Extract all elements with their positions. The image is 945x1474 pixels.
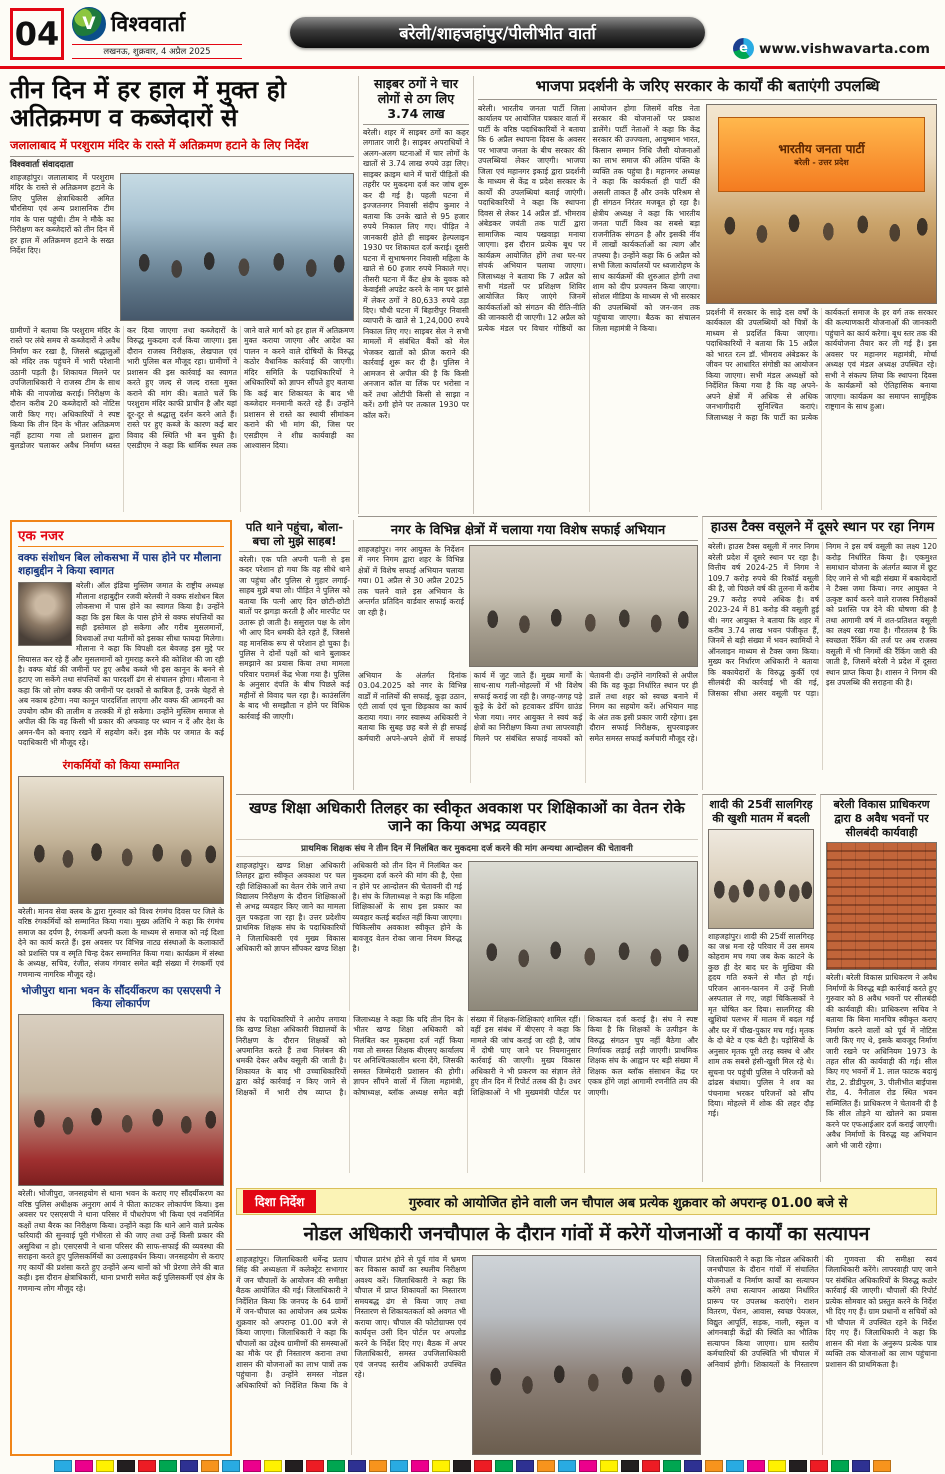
article-shiksha-adhikari-photo: [468, 861, 698, 1011]
print-swatch: [726, 1460, 744, 1472]
article-bjp-exhibition-body-2: प्रदर्शनी में सरकार के साढ़े दस वर्षों के कार्यकाल की उपलब्धियों को चित्रों के माध्यम से प्रदर्शित किया जाएगा। पदाधिकारियों ने बताया कि 15 अप्रैल को भारत रत्न डॉ. भीमराव अंबेडकर के जीवन पर आधारित संगोष्ठी का आयोजन किया जाएगा। सभी मंडल अध्यक्षों को निर्देशित किया गया है कि वह अपने-अपने क्षेत्रों में अधिक से अधिक जनभागीदारी सुनिश्चित कराएं। जिलाध्यक्ष ने कहा कि पार्टी का प्रत्येक कार्यकर्ता समाज के हर वर्ग तक सरकार की कल्याणकारी योजनाओं की जानकारी पहुंचाने का कार्य करेगा। बूथ स्तर तक की कार्ययोजना तैयार कर ली गई है। इस अवसर पर महानगर महामंत्री, मोर्चा अध्यक्ष एवं मंडल अध्यक्ष उपस्थित रहे। सभी ने संकल्प लिया कि स्थापना दिवस के कार्यक्रमों को ऐतिहासिक बनाया जाएगा। कार्यक्रम का समापन सामूहिक राष्ट्रगान के साथ हुआ।: [706, 308, 937, 422]
article-waqf-headline: वक्फ संशोधन बिल लोकसभा में पास होने पर मौलाना शहाबुद्दीन ने किया स्वागत: [18, 552, 221, 578]
page-number-box: [10, 8, 64, 60]
article-rangkarmi-body: बरेली। मानव सेवा क्लब के द्वारा गुरुवार को विश्व रंगमंच दिवस पर जिले के वरिष्ठ रंगकर्मियों को सम्मानित किया गया। मुख्य अतिथि ने कहा कि रंगमंच समाज का दर्पण है, रंगकर्मी अपनी कला के माध्यम से समाज को नई दिशा देने का कार्य करते हैं। इस अवसर पर विभिन्न नाट्य संस्थाओं के कलाकारों को प्रशस्ति पत्र व स्मृति चिन्ह देकर सम्मानित किया गया। कार्यक्रम में संस्था के अध्यक्ष, सचिव, रंजीत, संजय गंगवार समेत बड़ी संख्या में रंगकर्मी एवं गणमान्य नागरिक मौजूद रहे।: [18, 906, 224, 979]
newspaper-name: विश्ववार्ता: [111, 12, 186, 36]
masthead-rule: [0, 66, 945, 69]
print-swatch: [579, 1460, 597, 1472]
print-swatch: [684, 1460, 702, 1472]
bjp-banner-line1: भारतीय जनता पार्टी: [778, 142, 865, 157]
article-bda-sealing: [820, 794, 937, 1182]
article-rangkarmi-photo: [18, 776, 224, 904]
article-cyber-fraud-headline: साइबर ठगों ने चार लोगों से ठग लिए 3.74 लाख: [363, 76, 469, 125]
website-url: www.vishwavarta.com: [759, 40, 930, 57]
print-swatch: [831, 1460, 849, 1472]
article-encroachment-body-2: ग्रामीणों ने बताया कि परशुराम मंदिर के रास्ते पर लंबे समय से कब्जेदारों ने अवैध निर्माण कर रखा है, जिससे श्रद्धालुओं को मंदिर तक पहुंचने में भारी परेशानी उठानी पड़ती है। शिकायत मिलने पर उपजिलाधिकारी ने राजस्व टीम के साथ मौके की नापजोख कराई। निरीक्षण के दौरान करीब 20 कब्जेदारों को नोटिस जारी किए गए। अधिकारियों ने स्पष्ट किया कि तीन दिन के भीतर अतिक्रमण नहीं हटाया गया तो प्रशासन द्वारा बुलडोजर चलाकर अवैध निर्माण ध्वस्त कर दिया जाएगा तथा कब्जेदारों के विरुद्ध मुकदमा दर्ज किया जाएगा। इस दौरान राजस्व निरीक्षक, लेखपाल एवं भारी पुलिस बल मौजूद रहा। ग्रामीणों ने प्रशासन की इस कार्रवाई का स्वागत करते हुए जल्द से जल्द रास्ता मुक्त कराने की मांग की। बताते चलें कि परशुराम मंदिर काफी प्राचीन है और यहां दूर-दूर से श्रद्धालु दर्शन करने आते हैं। रास्ते पर हुए कब्जे के कारण कई बार विवाद की स्थिति भी बन चुकी है। एसडीएम ने कहा कि धार्मिक स्थल तक जाने वाले मार्ग को हर हाल में अतिक्रमण मुक्त कराया जाएगा और आदेश का पालन न करने वाले दोषियों के विरुद्ध कठोर वैधानिक कार्रवाई की जाएगी। मंदिर समिति के पदाधिकारियों ने अधिकारियों को ज्ञापन सौंपते हुए बताया कि कई बार शिकायत के बाद भी कब्जेदार मनमानी करते रहे हैं। उन्होंने प्रशासन से रास्ते का स्थायी सीमांकन कराने की भी मांग की, जिस पर एसडीएम ने शीघ्र कार्यवाही का आश्वासन दिया।: [10, 325, 354, 450]
logo-emblem-icon: V: [72, 7, 106, 41]
article-shiksha-adhikari: [236, 794, 698, 1182]
print-swatch: [600, 1460, 618, 1472]
article-nodal-janchaupal-photo: [472, 1255, 701, 1455]
article-waqf-body: [18, 581, 224, 749]
article-pati-thane-headline: पति थाने पहुंचा, बोला- बचा लो मुझे साहब!: [239, 520, 350, 552]
print-swatch: [768, 1460, 786, 1472]
article-shadi-anniversary: [702, 794, 816, 1182]
print-swatch: [180, 1460, 198, 1472]
print-swatch: [348, 1460, 366, 1472]
dateline: लखनऊ, शुक्रवार, 4 अप्रैल 2025: [72, 44, 242, 59]
article-bjp-exhibition-headline: भाजपा प्रदर्शनी के जरिए सरकार के कार्यों की बताएंगी उपलब्धि: [478, 76, 937, 100]
newspaper-logo: [72, 7, 257, 59]
article-safai-abhiyan: [358, 516, 698, 790]
article-bhojipura-body: बरेली। भोजीपुरा, जनसहयोग से थाना भवन के कराए गए सौंदर्यीकरण का वरिष्ठ पुलिस अधीक्षक अनुराग आर्य ने फीता काटकर लोकार्पण किया। इस अवसर पर एसएसपी ने थाना परिसर में पौधरोपण भी किया एवं नवनिर्मित कक्षों तथा बैरक का निरीक्षण किया। उन्होंने कहा कि थाने आने वाले प्रत्येक फरियादी की सुनवाई पूरी गंभीरता से की जाए तथा उन्हें किसी प्रकार की असुविधा न हो। एसएसपी ने थाना परिसर की साफ-सफाई की व्यवस्था की सराहना करते हुए पुलिसकर्मियों का उत्साहवर्धन किया। जनसहयोग से कराए गए कार्यों की प्रशंसा करते हुए उन्होंने अन्य थानों को भी प्रेरणा लेने की बात कही। इस दौरान क्षेत्राधिकारी, थाना प्रभारी समेत कई पुलिसकर्मी एवं क्षेत्र के गणमान्य लोग मौजूद रहे।: [18, 1189, 224, 1293]
print-swatch: [663, 1460, 681, 1472]
article-pati-thane-body: बरेली। एक पति अपनी पत्नी से इस कदर परेशान हो गया कि वह सीधे थाने जा पहुंचा और पुलिस से गुहार लगाई- साहब मुझे बचा लो। पीड़ित ने पुलिस को बताया कि पत्नी आए दिन छोटी-छोटी बातों पर झगड़ा करती है और मारपीट पर उतारू हो जाती है। ससुराल पक्ष के लोग भी आए दिन धमकी देते रहते हैं, जिससे वह मानसिक रूप से परेशान हो चुका है। पुलिस ने दोनों पक्षों को थाने बुलाकर समझाने का प्रयास किया तथा मामला परिवार परामर्श केंद्र भेजा गया है। पुलिस के अनुसार दंपति के बीच पिछले कई महीनों से विवाद चल रहा है। काउंसलिंग के बाद भी समझौता न होने पर विधिक कार्रवाई की जाएगी।: [239, 554, 350, 721]
article-encroachment-byline: विश्ववार्ता संवाददाता: [10, 159, 74, 170]
print-swatch: [558, 1460, 576, 1472]
print-swatch: [747, 1460, 765, 1472]
print-swatch: [537, 1460, 555, 1472]
article-bjp-exhibition-photo: [706, 104, 937, 304]
article-nodal-janchaupal-headline: नोडल अधिकारी जनचौपाल के दौरान गांवों में करेगें योजनाओं व कार्यों का सत्यापन: [236, 1220, 937, 1250]
print-swatch: [117, 1460, 135, 1472]
bjp-banner-line2: बरेली - उत्तर प्रदेश: [794, 158, 849, 168]
print-swatch: [474, 1460, 492, 1472]
notice-banner-label: दिशा निर्देश: [243, 1190, 316, 1213]
article-pati-thane: [236, 520, 354, 790]
article-rangkarmi-headline: रंगकर्मियों को किया सम्मानित: [62, 758, 180, 772]
print-swatch: [516, 1460, 534, 1472]
article-shiksha-adhikari-body-1: शाहजहांपुर। खण्ड शिक्षा अधिकारी तिलहर द्वारा स्वीकृत अवकाश पर चल रही शिक्षिकाओं का वेतन रोके जाने तथा विद्यालय निरीक्षण के दौरान शिक्षिकाओं से अभद्र व्यवहार किए जाने का मामला तूल पकड़ता जा रहा है। उत्तर प्रदेशीय प्राथमिक शिक्षक संघ के पदाधिकारियों ने जिलाधिकारी एवं मुख्य विकास अधिकारी को ज्ञापन सौंपकर खण्ड शिक्षा अधिकारी को तीन दिन में निलंबित कर मुकदमा दर्ज करने की मांग की है, ऐसा न होने पर आन्दोलन की चेतावनी दी गई है। संघ के जिलाध्यक्ष ने कहा कि महिला शिक्षिकाओं के साथ इस प्रकार का व्यवहार कतई बर्दाश्त नहीं किया जाएगा। चिकित्सीय अवकाश स्वीकृत होने के बावजूद वेतन रोका जाना नियम विरुद्ध है।: [236, 860, 462, 954]
article-shadi-anniversary-photo: [708, 829, 814, 929]
article-safai-abhiyan-headline: नगर के विभिन्न क्षेत्रों में चलाया गया विशेष सफाई अभियान: [358, 520, 698, 541]
article-shiksha-adhikari-subhead: प्राथमिक शिक्षक संघ ने तीन दिन में निलंबित कर मुकदमा दर्ज करने की मांग अन्यथा आन्दोलन की चेतावनी: [236, 839, 698, 857]
article-encroachment-subhead: जलालाबाद में परशुराम मंदिर के रास्ते में अतिक्रमण हटाने के लिए निर्देश: [10, 138, 354, 157]
article-bda-sealing-headline: बरेली विकास प्राधिकरण द्वारा 8 अवैध भवनों पर सीलबंदी कार्यवाही: [833, 798, 930, 839]
article-encroachment-photo: [120, 173, 354, 321]
print-swatch: [390, 1460, 408, 1472]
article-bjp-exhibition: [478, 76, 937, 514]
print-swatch: [495, 1460, 513, 1472]
print-swatch: [75, 1460, 93, 1472]
print-swatch: [432, 1460, 450, 1472]
print-swatch: [222, 1460, 240, 1472]
article-house-tax-headline: हाउस टैक्स वसूलने में दूसरे स्थान पर रहा निगम: [708, 520, 937, 539]
print-swatch: [285, 1460, 303, 1472]
article-bda-sealing-photo: [826, 842, 937, 970]
article-cyber-fraud: [358, 76, 474, 514]
article-house-tax-body: बरेली। हाउस टैक्स वसूली में नगर निगम बरेली प्रदेश में दूसरे स्थान पर रहा है। वित्तीय वर्ष 2024-25 में निगम ने 109.7 करोड़ रुपये की रिकॉर्ड वसूली की है, जो पिछले वर्ष की तुलना में करीब 29.7 करोड़ रुपये अधिक है। वर्ष 2023-24 में 81 करोड़ की वसूली हुई थी। नगर आयुक्त ने बताया कि शहर में करीब 3.74 लाख भवन पंजीकृत हैं, जिनमें से बड़ी संख्या में भवन स्वामियों ने ऑनलाइन माध्यम से टैक्स जमा किया। मुख्य कर निर्धारण अधिकारी ने बताया कि बकायेदारों के विरुद्ध कुर्की एवं सीलबंदी की कार्रवाई भी की गई, जिसका सीधा असर वसूली पर पड़ा। निगम ने इस वर्ष वसूली का लक्ष्य 120 करोड़ निर्धारित किया है। एकमुश्त समाधान योजना के अंतर्गत ब्याज में छूट दिए जाने से भी बड़ी संख्या में बकायेदारों ने टैक्स जमा किया। नगर आयुक्त ने उत्कृष्ट कार्य करने वाले राजस्व निरीक्षकों को प्रशस्ति पत्र देने की घोषणा की है तथा आगामी वर्ष में शत-प्रतिशत वसूली का लक्ष्य रखा गया है। गौरतलब है कि स्वच्छता रैंकिंग की तर्ज पर अब राजस्व वसूली में भी निगमों की रैंकिंग जारी की जाती है, जिसमें बरेली ने प्रदेश में दूसरा स्थान प्राप्त किया है। शासन ने निगम की इस उपलब्धि की सराहना की है।: [708, 542, 937, 698]
article-shadi-anniversary-headline: शादी की 25वीं सालगिरह की खुशी मातम में बदली: [709, 798, 813, 825]
print-swatch: [621, 1460, 639, 1472]
ek-nazar-title: एक नजर: [18, 526, 224, 547]
website-logo-icon: e: [733, 38, 754, 59]
print-swatch: [327, 1460, 345, 1472]
article-safai-abhiyan-photo: [469, 545, 698, 667]
article-shiksha-adhikari-body-2: संघ के पदाधिकारियों ने आरोप लगाया कि खण्ड शिक्षा अधिकारी विद्यालयों के निरीक्षण के दौरान शिक्षकों को अपमानित करते हैं तथा निलंबन की धमकी देकर अवैध वसूली की जाती है। शिकायत के बाद भी उच्चाधिकारियों द्वारा कोई कार्रवाई न किए जाने से शिक्षकों में भारी रोष व्याप्त है। जिलाध्यक्ष ने कहा कि यदि तीन दिन के भीतर खण्ड शिक्षा अधिकारी को निलंबित कर मुकदमा दर्ज नहीं किया गया तो समस्त शिक्षक बीएसए कार्यालय पर अनिश्चितकालीन धरना देंगे, जिसकी समस्त जिम्मेदारी प्रशासन की होगी। ज्ञापन सौंपने वालों में जिला महामंत्री, कोषाध्यक्ष, ब्लॉक अध्यक्ष समेत बड़ी संख्या में शिक्षक-शिक्षिकाएं शामिल रहीं। वहीं इस संबंध में बीएसए ने कहा कि मामले की जांच कराई जा रही है, जांच में दोषी पाए जाने पर नियमानुसार कार्रवाई की जाएगी। मुख्य विकास अधिकारी ने भी प्रकरण का संज्ञान लेते हुए तीन दिन में रिपोर्ट तलब की है। उधर शिक्षिकाओं ने भी मुख्यमंत्री पोर्टल पर शिकायत दर्ज कराई है। संघ ने स्पष्ट किया है कि शिक्षकों के उत्पीड़न के विरुद्ध संगठन चुप नहीं बैठेगा और निर्णायक लड़ाई लड़ी जाएगी। प्राथमिक शिक्षक संघ के आह्वान पर बड़ी संख्या में शिक्षक कल ब्लॉक संसाधन केंद्र पर एकत्र होंगे जहां आगामी रणनीति तय की जाएगी।: [236, 1014, 698, 1097]
article-encroachment-headline: तीन दिन में हर हाल में मुक्त हो अतिक्रमण व कब्जेदारों से: [10, 75, 286, 133]
print-swatch: [642, 1460, 660, 1472]
article-waqf-body-text: बरेली। ऑल इंडिया मुस्लिम जमात के राष्ट्रीय अध्यक्ष मौलाना शहाबुद्दीन रजवी बरेलवी ने वक्फ संशोधन बिल लोकसभा में पास होने का स्वागत किया है। उन्होंने कहा कि इस बिल के पास होने से वक्फ संपत्तियों का सही इस्तेमाल हो सकेगा और गरीब मुसलमानों, विधवाओं तथा यतीमों को इसका सीधा फायदा मिलेगा। मौलाना ने कहा कि विपक्षी दल बेवजह इस मुद्दे पर सियासत कर रहे हैं और मुसलमानों को गुमराह करने की कोशिश की जा रही है। वक्फ बोर्ड की जमीनों पर हुए अवैध कब्जे भी इस कानून के बनने से हटाए जा सकेंगे तथा संपत्तियों का पारदर्शी ढंग से संचालन होगा। मौलाना ने कहा कि जो लोग वक्फ की जमीनों पर दशकों से काबिज हैं, उनके चेहरों से अब नकाब हटेगा। नया कानून पारदर्शिता लाएगा और वक्फ की आमदनी का उपयोग कौम की तालीम व तरक्की में हो सकेगा। उन्होंने मुस्लिम समाज से अपील की कि वह किसी भी प्रकार की अफवाह पर ध्यान न दें और देश के अमन-चैन को बनाए रखने में सहयोग करें। इस मौके पर जमात के कई पदाधिकारी भी मौजूद रहे।: [18, 581, 224, 748]
article-shadi-anniversary-body: शाहजहांपुर। शादी की 25वीं सालगिरह का जश्न मना रहे परिवार में उस समय कोहराम मच गया जब केक काटने के कुछ ही देर बाद घर के मुखिया की हृदय गति रुकने से मौत हो गई। परिजन आनन-फानन में उन्हें निजी अस्पताल ले गए, जहां चिकित्सकों ने मृत घोषित कर दिया। सालगिरह की खुशियां पलभर में मातम में बदल गईं और घर में चीख-पुकार मच गई। मृतक के दो बेटे व एक बेटी है। पड़ोसियों के अनुसार मृतक पूरी तरह स्वस्थ थे और शाम तक सबसे हंसी-खुशी मिल रहे थे। सूचना पर पहुंची पुलिस ने परिजनों को ढांढस बंधाया। पुलिस ने शव का पंचनामा भरकर परिजनों को सौंप दिया। मोहल्ले में शोक की लहर दौड़ गई।: [708, 931, 814, 1119]
notice-banner: [236, 1188, 937, 1215]
bjp-photo-banner: [718, 117, 924, 192]
website-block: [733, 38, 937, 59]
print-swatch: [453, 1460, 471, 1472]
print-swatch: [789, 1460, 807, 1472]
article-bda-sealing-body: बरेली। बरेली विकास प्राधिकरण ने अवैध निर्माणों के विरुद्ध बड़ी कार्रवाई करते हुए गुरुवार को 8 अवैध भवनों पर सीलबंदी की कार्यवाही की। प्राधिकरण सचिव ने बताया कि बिना मानचित्र स्वीकृत कराए निर्माण करने वालों को पूर्व में नोटिस जारी किए गए थे, इसके बावजूद निर्माण जारी रखने पर अधिनियम 1973 के तहत सील की कार्यवाही की गई। सील किए गए भवनों में 1. लाल फाटक बदायूं रोड, 2. डीडीपुरम, 3. पीलीभीत बाईपास रोड, 4. नैनीताल रोड स्थित भवन सम्मिलित हैं। प्राधिकरण ने चेतावनी दी है कि सील तोड़ने या खोलने का प्रयास करने पर एफआईआर दर्ज कराई जाएगी। अवैध निर्माणों के विरुद्ध यह अभियान आगे भी जारी रहेगा।: [826, 973, 937, 1150]
print-swatch: [306, 1460, 324, 1472]
print-swatch: [243, 1460, 261, 1472]
article-nodal-janchaupal-body-1: शाहजहांपुर। जिलाधिकारी धर्मेन्द्र प्रताप सिंह की अध्यक्षता में कलेक्ट्रेट सभागार में जन चौपालों के आयोजन की समीक्षा बैठक आयोजित की गई। जिलाधिकारी ने निर्देशित किया कि जनपद के 64 ग्रामों में जन-चौपाल का आयोजन अब प्रत्येक शुक्रवार को अपरान्ह 01.00 बजे से किया जाएगा। जिलाधिकारी ने कहा कि चौपालों का उद्देश्य ग्रामीणों की समस्याओं का मौके पर ही निस्तारण कराना तथा शासन की योजनाओं का लाभ पात्रों तक पहुंचाना है। उन्होंने समस्त नोडल अधिकारियों को निर्देशित किया कि वे चौपाल प्रारंभ होने से पूर्व गांव में भ्रमण कर विकास कार्यों का स्थलीय निरीक्षण अवश्य करें। जिलाधिकारी ने कहा कि चौपाल में प्राप्त शिकायतों का निस्तारण समयबद्ध ढंग से किया जाए तथा निस्तारण से शिकायतकर्ता को अवगत भी कराया जाए। चौपाल की फोटोग्राफ्स एवं कार्यवृत्त उसी दिन पोर्टल पर अपलोड करने के निर्देश दिए गए। बैठक में अपर जिलाधिकारी, समस्त उपजिलाधिकारी एवं जनपद स्तरीय अधिकारी उपस्थित रहे।: [236, 1255, 466, 1390]
print-swatch: [96, 1460, 114, 1472]
article-shiksha-adhikari-headline: खण्ड शिक्षा अधिकारी तिलहर का स्वीकृत अवकाश पर शिक्षिकाओं का वेतन रोके जाने का किया अभद्र व्यवहार: [249, 799, 685, 836]
article-encroachment-body-1: शाहजहांपुर। जलालाबाद में परशुराम मंदिर के रास्ते से अतिक्रमण हटाने के लिए पुलिस क्षेत्राधिकारी अमित चौरसिया एवं अन्य प्रशासनिक टीम गांव के पास पहुंची। टीम ने मौके का निरीक्षण कर कब्जेदारों को तीन दिन में हर हाल में अतिक्रमण हटाने के सख्त निर्देश दिए।: [10, 172, 114, 256]
print-swatch: [411, 1460, 429, 1472]
article-bjp-exhibition-body-1: बरेली। भारतीय जनता पार्टी जिला कार्यालय पर आयोजित पत्रकार वार्ता में पार्टी के वरिष्ठ पदाधिकारियों ने बताया कि 6 अप्रैल स्थापना दिवस के अवसर पर भाजपा जनता के बीच सरकार की उपलब्धियां लेकर जाएगी। भाजपा जिला एवं महानगर इकाई द्वारा प्रदर्शनी के माध्यम से केंद्र व प्रदेश सरकार के कार्यों की उपलब्धियां बताई जाएंगी। पदाधिकारियों ने कहा कि स्थापना दिवस से लेकर 14 अप्रैल डॉ. भीमराव अंबेडकर जयंती तक पार्टी द्वारा सामाजिक न्याय पखवाड़ा मनाया जाएगा। इस दौरान प्रत्येक बूथ पर कार्यक्रम आयोजित होंगे तथा घर-घर संपर्क अभियान चलाया जाएगा। जिलाध्यक्ष ने बताया कि 7 अप्रैल को सभी मंडलों पर प्रशिक्षण शिविर आयोजित किए जाएंगे जिनमें कार्यकर्ताओं को संगठन की रीति-नीति की जानकारी दी जाएगी। 12 अप्रैल को प्रत्येक मंडल पर विचार गोष्ठियों का आयोजन होगा जिसमें वरिष्ठ नेता सरकार की योजनाओं पर प्रकाश डालेंगे। पार्टी नेताओं ने कहा कि केंद्र सरकार की उज्ज्वला, आयुष्मान भारत, किसान सम्मान निधि जैसी योजनाओं का लाभ समाज की अंतिम पंक्ति के व्यक्ति तक पहुंचा है। महानगर अध्यक्ष ने कहा कि कार्यकर्ता ही पार्टी की असली ताकत हैं और उनके परिश्रम से ही संगठन निरंतर मजबूत हो रहा है। क्षेत्रीय अध्यक्ष ने कहा कि भारतीय जनता पार्टी विश्व का सबसे बड़ा राजनीतिक संगठन है और इसकी नींव में लाखों कार्यकर्ताओं का त्याग और तपस्या है। उन्होंने कहा कि 6 अप्रैल को सभी जिला कार्यालयों पर ध्वजारोहण के साथ कार्यक्रमों की शुरुआत होगी तथा शाम को दीप प्रज्वलन किया जाएगा। सोशल मीडिया के माध्यम से भी सरकार की उपलब्धियों को जन-जन तक पहुंचाया जाएगा। बैठक का संचालन जिला महामंत्री ने किया।: [478, 104, 700, 333]
article-safai-abhiyan-body-1: शाहजहांपुर। नगर आयुक्त के निर्देशन में नगर निगम द्वारा शहर के विभिन्न क्षेत्रों में विशेष सफाई अभियान चलाया गया। 01 अप्रैल से 30 अप्रैल 2025 तक चलने वाले इस अभियान के अन्तर्गत प्रतिदिन वार्डवार सफाई कराई जा रही है।: [358, 545, 464, 617]
article-safai-abhiyan-body-2: अभियान के अंतर्गत दिनांक 03.04.2025 को नगर के विभिन्न वार्डों में नालियों की सफाई, कूड़ा उठान, एंटी लार्वा एवं चूना छिड़काव का कार्य कराया गया। नगर स्वास्थ्य अधिकारी ने बताया कि सुबह छह बजे से ही सफाई कर्मचारी अपने-अपने क्षेत्रों में सफाई कार्य में जुट जाते हैं। मुख्य मार्गों के साथ-साथ गली-मोहल्लों में भी विशेष सफाई कराई जा रही है। जगह-जगह पड़े कूड़े के ढेरों को हटवाकर डंपिंग ग्राउंड भेजा गया। नगर आयुक्त ने स्वयं कई क्षेत्रों का निरीक्षण किया तथा लापरवाही मिलने पर संबंधित सफाई नायकों को चेतावनी दी। उन्होंने नागरिकों से अपील की कि वह कूड़ा निर्धारित स्थान पर ही डालें तथा शहर को स्वच्छ बनाने में निगम का सहयोग करें। अभियान माह के अंत तक इसी प्रकार जारी रहेगा। इस दौरान सफाई निरीक्षक, सुपरवाइजर समेत समस्त सफाई कर्मचारी मौजूद रहे।: [358, 671, 698, 743]
print-swatch: [159, 1460, 177, 1472]
article-nodal-janchaupal-body-2: जिलाधिकारी ने कहा कि नोडल अधिकारी जनचौपाल के दौरान गांवों में संचालित योजनाओं व निर्माण कार्यों का सत्यापन करेंगे तथा सत्यापन आख्या निर्धारित प्रारूप पर उपलब्ध कराएंगे। राशन वितरण, पेंशन, आवास, स्वच्छ पेयजल, विद्युत आपूर्ति, सड़क, नाली, स्कूल व आंगनबाड़ी केंद्रों की स्थिति का भौतिक सत्यापन किया जाएगा। ग्राम स्तरीय कर्मचारियों की उपस्थिति भी चौपाल में अनिवार्य होगी। शिकायतों के निस्तारण की गुणवत्ता की समीक्षा स्वयं जिलाधिकारी करेंगे। लापरवाही पाए जाने पर संबंधित अधिकारियों के विरुद्ध कठोर कार्रवाई की जाएगी। चौपालों की रिपोर्ट प्रत्येक सोमवार को प्रस्तुत करने के निर्देश भी दिए गए हैं। ग्राम प्रधानों व सचिवों को भी चौपाल में उपस्थित रहने के निर्देश दिए गए हैं। जिलाधिकारी ने कहा कि शासन की मंशा के अनुरूप प्रत्येक पात्र व्यक्ति तक योजनाओं का लाभ पहुंचाना प्रशासन की प्राथमिकता है।: [707, 1255, 937, 1369]
article-encroachment: [10, 76, 354, 514]
article-bhojipura-photo: [18, 1014, 224, 1186]
article-nodal-janchaupal: [236, 1220, 937, 1456]
print-swatch: [369, 1460, 387, 1472]
print-swatch: [54, 1460, 72, 1472]
article-cyber-fraud-body: बरेली। शहर में साइबर ठगों का कहर लगातार जारी है। साइबर अपराधियों ने अलग-अलग घटनाओं में चार लोगों के खातों से 3.74 लाख रुपये उड़ा लिए। साइबर क्राइम थाने में चारों पीड़ितों की तहरीर पर मुकदमा दर्ज कर जांच शुरू कर दी गई है। पहली घटना में इज्जतनगर निवासी संदीप कुमार ने बताया कि उनके खाते से 95 हजार रुपये निकाल लिए गए। पीड़ित ने जानकारी होते ही साइबर हेल्पलाइन 1930 पर शिकायत दर्ज कराई। दूसरी घटना में सुभाषनगर निवासी महिला के खाते से 60 हजार रुपये निकाले गए। तीसरी घटना में कैंट क्षेत्र के युवक को केवाईसी अपडेट करने के नाम पर झांसे में लेकर ठगों ने 80,633 रुपये उड़ा दिए। चौथी घटना में बिहारीपुर निवासी व्यापारी के खाते से 1,24,000 रुपये निकाल लिए गए। साइबर सेल ने सभी मामलों में संबंधित बैंकों को मेल भेजकर खातों को फ्रीज कराने की कार्रवाई शुरू कर दी है। पुलिस ने आमजन से अपील की है कि किसी अनजान कॉल या लिंक पर भरोसा न करें तथा ओटीपी किसी से साझा न करें। ठगी होने पर तत्काल 1930 पर कॉल करें।: [363, 128, 469, 420]
print-swatch: [705, 1460, 723, 1472]
article-house-tax: [702, 516, 937, 790]
print-swatch: [852, 1460, 870, 1472]
article-bhojipura-headline: भोजीपुरा थाना भवन के सौंदर्यीकरण का एसएसपी ने किया लोकार्पण: [21, 985, 221, 1011]
print-swatch: [138, 1460, 156, 1472]
section-title-bar: [290, 17, 705, 48]
notice-banner-text: गुरुवार को आयोजित होने वाली जन चौपाल अब प्रत्येक शुक्रवार को अपरान्ह 01.00 बजे से: [408, 1195, 848, 1211]
print-swatch: [264, 1460, 282, 1472]
print-swatch: [201, 1460, 219, 1472]
ek-nazar-column: [10, 520, 232, 1456]
print-swatch: [873, 1460, 891, 1472]
section-title: बरेली/शाहजहांपुर/पीलीभीत वार्ता: [399, 24, 596, 43]
page-number: 04: [14, 15, 60, 53]
print-color-bar: [0, 1459, 945, 1472]
print-swatch: [810, 1460, 828, 1472]
article-waqf-photo: [18, 582, 72, 646]
